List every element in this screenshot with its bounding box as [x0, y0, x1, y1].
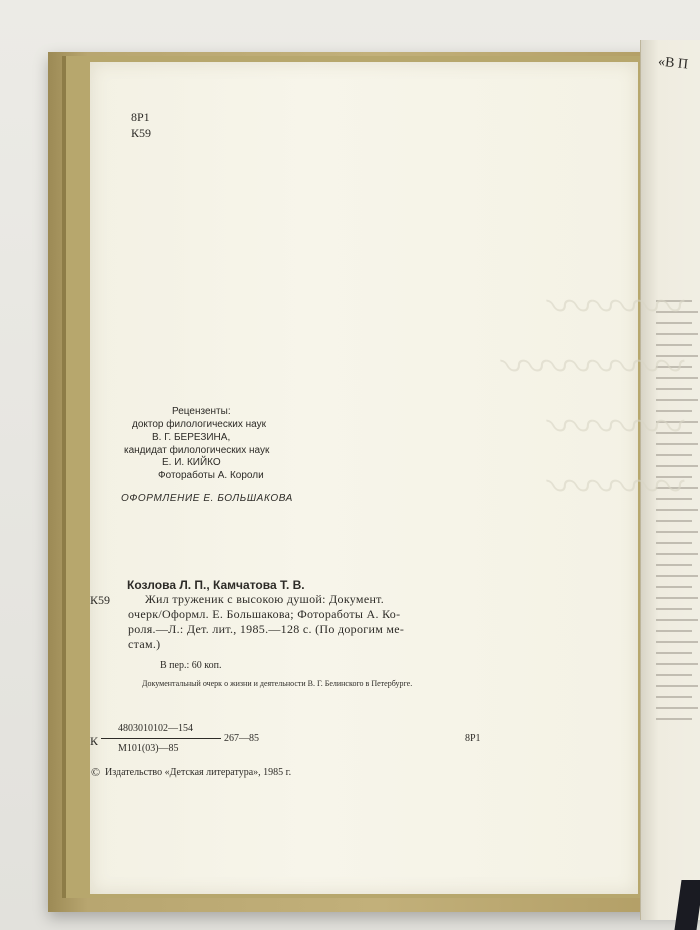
- catalog-line-4: стам.): [128, 637, 161, 651]
- reviewers-heading: Рецензенты:: [172, 406, 231, 417]
- index-k: К: [90, 734, 99, 748]
- index-denominator: М101(03)—85: [118, 743, 179, 754]
- design-credit: ОФОРМЛЕНИЕ Е. БОЛЬШАКОВА: [121, 493, 293, 504]
- index-numerator: 4803010102—154: [118, 723, 193, 734]
- copyright-text: Издательство «Детская литература», 1985 г.: [105, 767, 292, 778]
- catalog-authors: Козлова Л. П., Камчатова Т. В.: [127, 578, 305, 592]
- reviewer2-title: кандидат филологических наук: [124, 445, 270, 456]
- catalog-annotation: Документальный очерк о жизни и деятельности В. Г. Белинского в Петербурге.: [142, 679, 413, 688]
- show-through-handwriting: 〰〰〰 〰〰〰〰 〰〰〰 〰〰〰: [506, 280, 690, 514]
- catalog-line-2: очерк/Оформл. Е. Большакова; Фотоработы А. Ко-: [128, 607, 401, 621]
- reviewer2-name: Е. И. КИЙКО: [162, 457, 221, 468]
- facing-page-fragment: «В П: [657, 54, 689, 73]
- photo-credit: Фотоработы А. Короли: [158, 470, 264, 481]
- reviewer1-title: доктор филологических наук: [132, 419, 266, 430]
- reviewer1-name: В. Г. БЕРЕЗИНА,: [152, 432, 231, 443]
- imprint-page: [90, 62, 690, 894]
- catalog-line-3: роля.—Л.: Дет. лит., 1985.—128 с. (По дорогим ме-: [128, 622, 405, 636]
- copyright-icon: ©: [91, 765, 101, 779]
- classification-code: 8Р1: [131, 110, 150, 124]
- catalog-line-1: Жил труженик с высокою душой: Документ.: [145, 592, 385, 606]
- index-fraction-bar: [101, 738, 221, 739]
- catalog-price: В пер.: 60 коп.: [160, 660, 222, 671]
- index-code: 8Р1: [465, 733, 481, 744]
- catalog-mark: К59: [90, 593, 111, 607]
- index-order: 267—85: [224, 733, 259, 744]
- author-mark: К59: [131, 126, 152, 140]
